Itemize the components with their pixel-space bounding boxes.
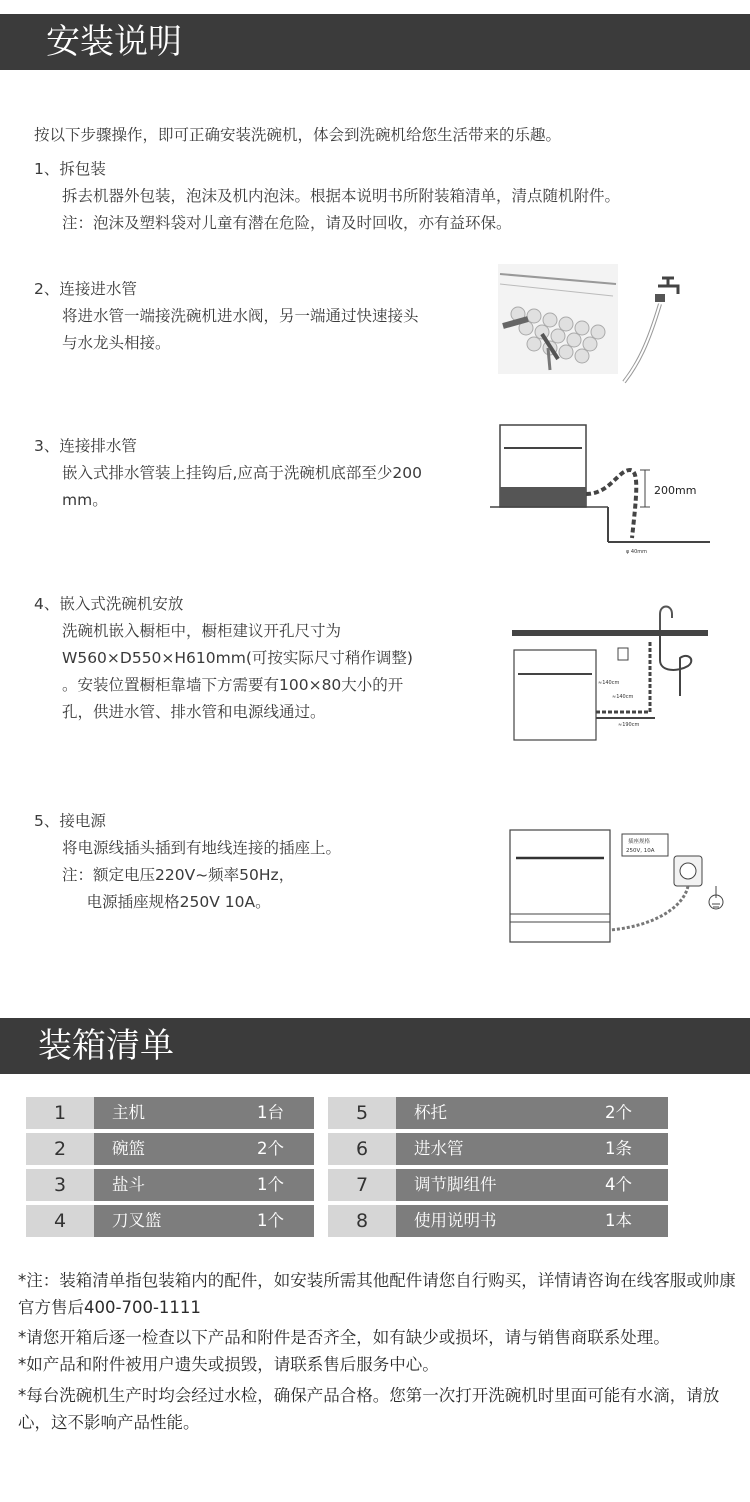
packing-note: *请您开箱后逐一检查以下产品和附件是否齐全，如有缺少或损坏，请与销售商联系处理。 <box>18 1328 670 1347</box>
step-4 <box>34 591 413 726</box>
cabinet-installation-illustration <box>510 600 710 742</box>
dimension-label: ≈140cm <box>612 694 634 700</box>
socket-spec-label: 插座规格 <box>628 839 651 845</box>
item-name: 进水管 <box>396 1133 516 1165</box>
step-line: W560×D550×H610mm(可按实际尺寸稍作调整) <box>62 649 413 667</box>
inlet-hose-illustration <box>498 264 718 390</box>
step-title: 5、接电源 <box>34 812 106 830</box>
packing-note: *如产品和附件被用户遗失或损毁，请联系售后服务中心。 <box>18 1355 439 1374</box>
item-name: 调节脚组件 <box>396 1169 516 1201</box>
step-line: 。安装位置橱柜靠墙下方需要有100×80大小的开 <box>62 676 404 694</box>
item-number: 4 <box>26 1205 94 1237</box>
item-number: 3 <box>26 1169 94 1201</box>
step-1 <box>34 156 620 237</box>
step-2 <box>34 276 419 357</box>
step-line: 孔，供进水管、排水管和电源线通过。 <box>62 703 326 721</box>
item-name: 碗篮 <box>94 1133 214 1165</box>
item-number: 6 <box>328 1133 396 1165</box>
item-number: 2 <box>26 1133 94 1165</box>
step-line: 将进水管一端接洗碗机进水阀，另一端通过快速接头 <box>62 307 419 325</box>
drain-hose-illustration <box>490 420 712 560</box>
step-line: 注：额定电压220V~频率50Hz， <box>62 866 295 884</box>
item-name: 主机 <box>94 1097 214 1129</box>
step-line: 将电源线插头插到有地线连接的插座上。 <box>62 839 342 857</box>
install-heading-banner <box>0 14 750 70</box>
step-line: 与水龙头相接。 <box>62 334 171 352</box>
step-title: 2、连接进水管 <box>34 280 137 298</box>
step-title: 3、连接排水管 <box>34 437 137 455</box>
table-row <box>26 1097 712 1129</box>
drain-height-label: 200mm <box>654 484 697 497</box>
packing-note: *每台洗碗机生产时均会经过水检，确保产品合格。您第一次打开洗碗机时里面可能有水滴，请放心，这不影响产品性能。 <box>18 1386 720 1432</box>
step-title: 1、拆包装 <box>34 160 106 178</box>
packing-heading: 装箱清单 <box>38 1026 174 1066</box>
step-line: 拆去机器外包装，泡沫及机内泡沫。根据本说明书所附装箱清单，清点随机附件。 <box>62 187 621 205</box>
item-quantity: 1条 <box>516 1133 668 1165</box>
step-line: 注：泡沫及塑料袋对儿童有潜在危险，请及时回收，亦有益环保。 <box>62 214 512 232</box>
packing-note: *注：装箱清单指包装箱内的配件，如安装所需其他配件请您自行购买，详情请咨询在线客服或帅康官方售后400-700-1111 <box>18 1271 736 1317</box>
step-line: 洗碗机嵌入橱柜中，橱柜建议开孔尺寸为 <box>62 622 342 640</box>
item-name: 刀叉篮 <box>94 1205 214 1237</box>
power-socket-illustration <box>506 826 726 948</box>
item-name: 杯托 <box>396 1097 516 1129</box>
install-heading: 安装说明 <box>46 22 182 62</box>
step-line: mm。 <box>62 491 108 509</box>
item-name: 盐斗 <box>94 1169 214 1201</box>
item-quantity: 1个 <box>214 1205 314 1237</box>
install-intro: 按以下步骤操作，即可正确安装洗碗机，体会到洗碗机给您生活带来的乐趣。 <box>34 126 562 144</box>
item-number: 7 <box>328 1169 396 1201</box>
step-line: 电源插座规格250V 10A。 <box>62 893 271 911</box>
table-row <box>26 1205 712 1237</box>
item-quantity: 1个 <box>214 1169 314 1201</box>
packing-heading-banner <box>0 1018 750 1074</box>
item-quantity: 1台 <box>214 1097 314 1129</box>
step-title: 4、嵌入式洗碗机安放 <box>34 595 184 613</box>
item-quantity: 4个 <box>516 1169 668 1201</box>
step-3 <box>34 433 422 514</box>
table-row <box>26 1133 712 1165</box>
dimension-label: ≈190cm <box>618 722 640 728</box>
item-quantity: 1本 <box>516 1205 668 1237</box>
dimension-label: ≈140cm <box>598 680 620 686</box>
item-number: 1 <box>26 1097 94 1129</box>
socket-spec-label: 250V, 10A <box>626 848 655 854</box>
item-name: 使用说明书 <box>396 1205 516 1237</box>
table-row <box>26 1169 712 1201</box>
item-number: 8 <box>328 1205 396 1237</box>
step-line: 嵌入式排水管装上挂钩后,应高于洗碗机底部至少200 <box>62 464 423 482</box>
packing-table <box>26 1097 712 1241</box>
step-5 <box>34 808 341 916</box>
item-quantity: 2个 <box>214 1133 314 1165</box>
item-number: 5 <box>328 1097 396 1129</box>
drain-diameter-label: φ 40mm <box>626 549 647 555</box>
item-quantity: 2个 <box>516 1097 668 1129</box>
